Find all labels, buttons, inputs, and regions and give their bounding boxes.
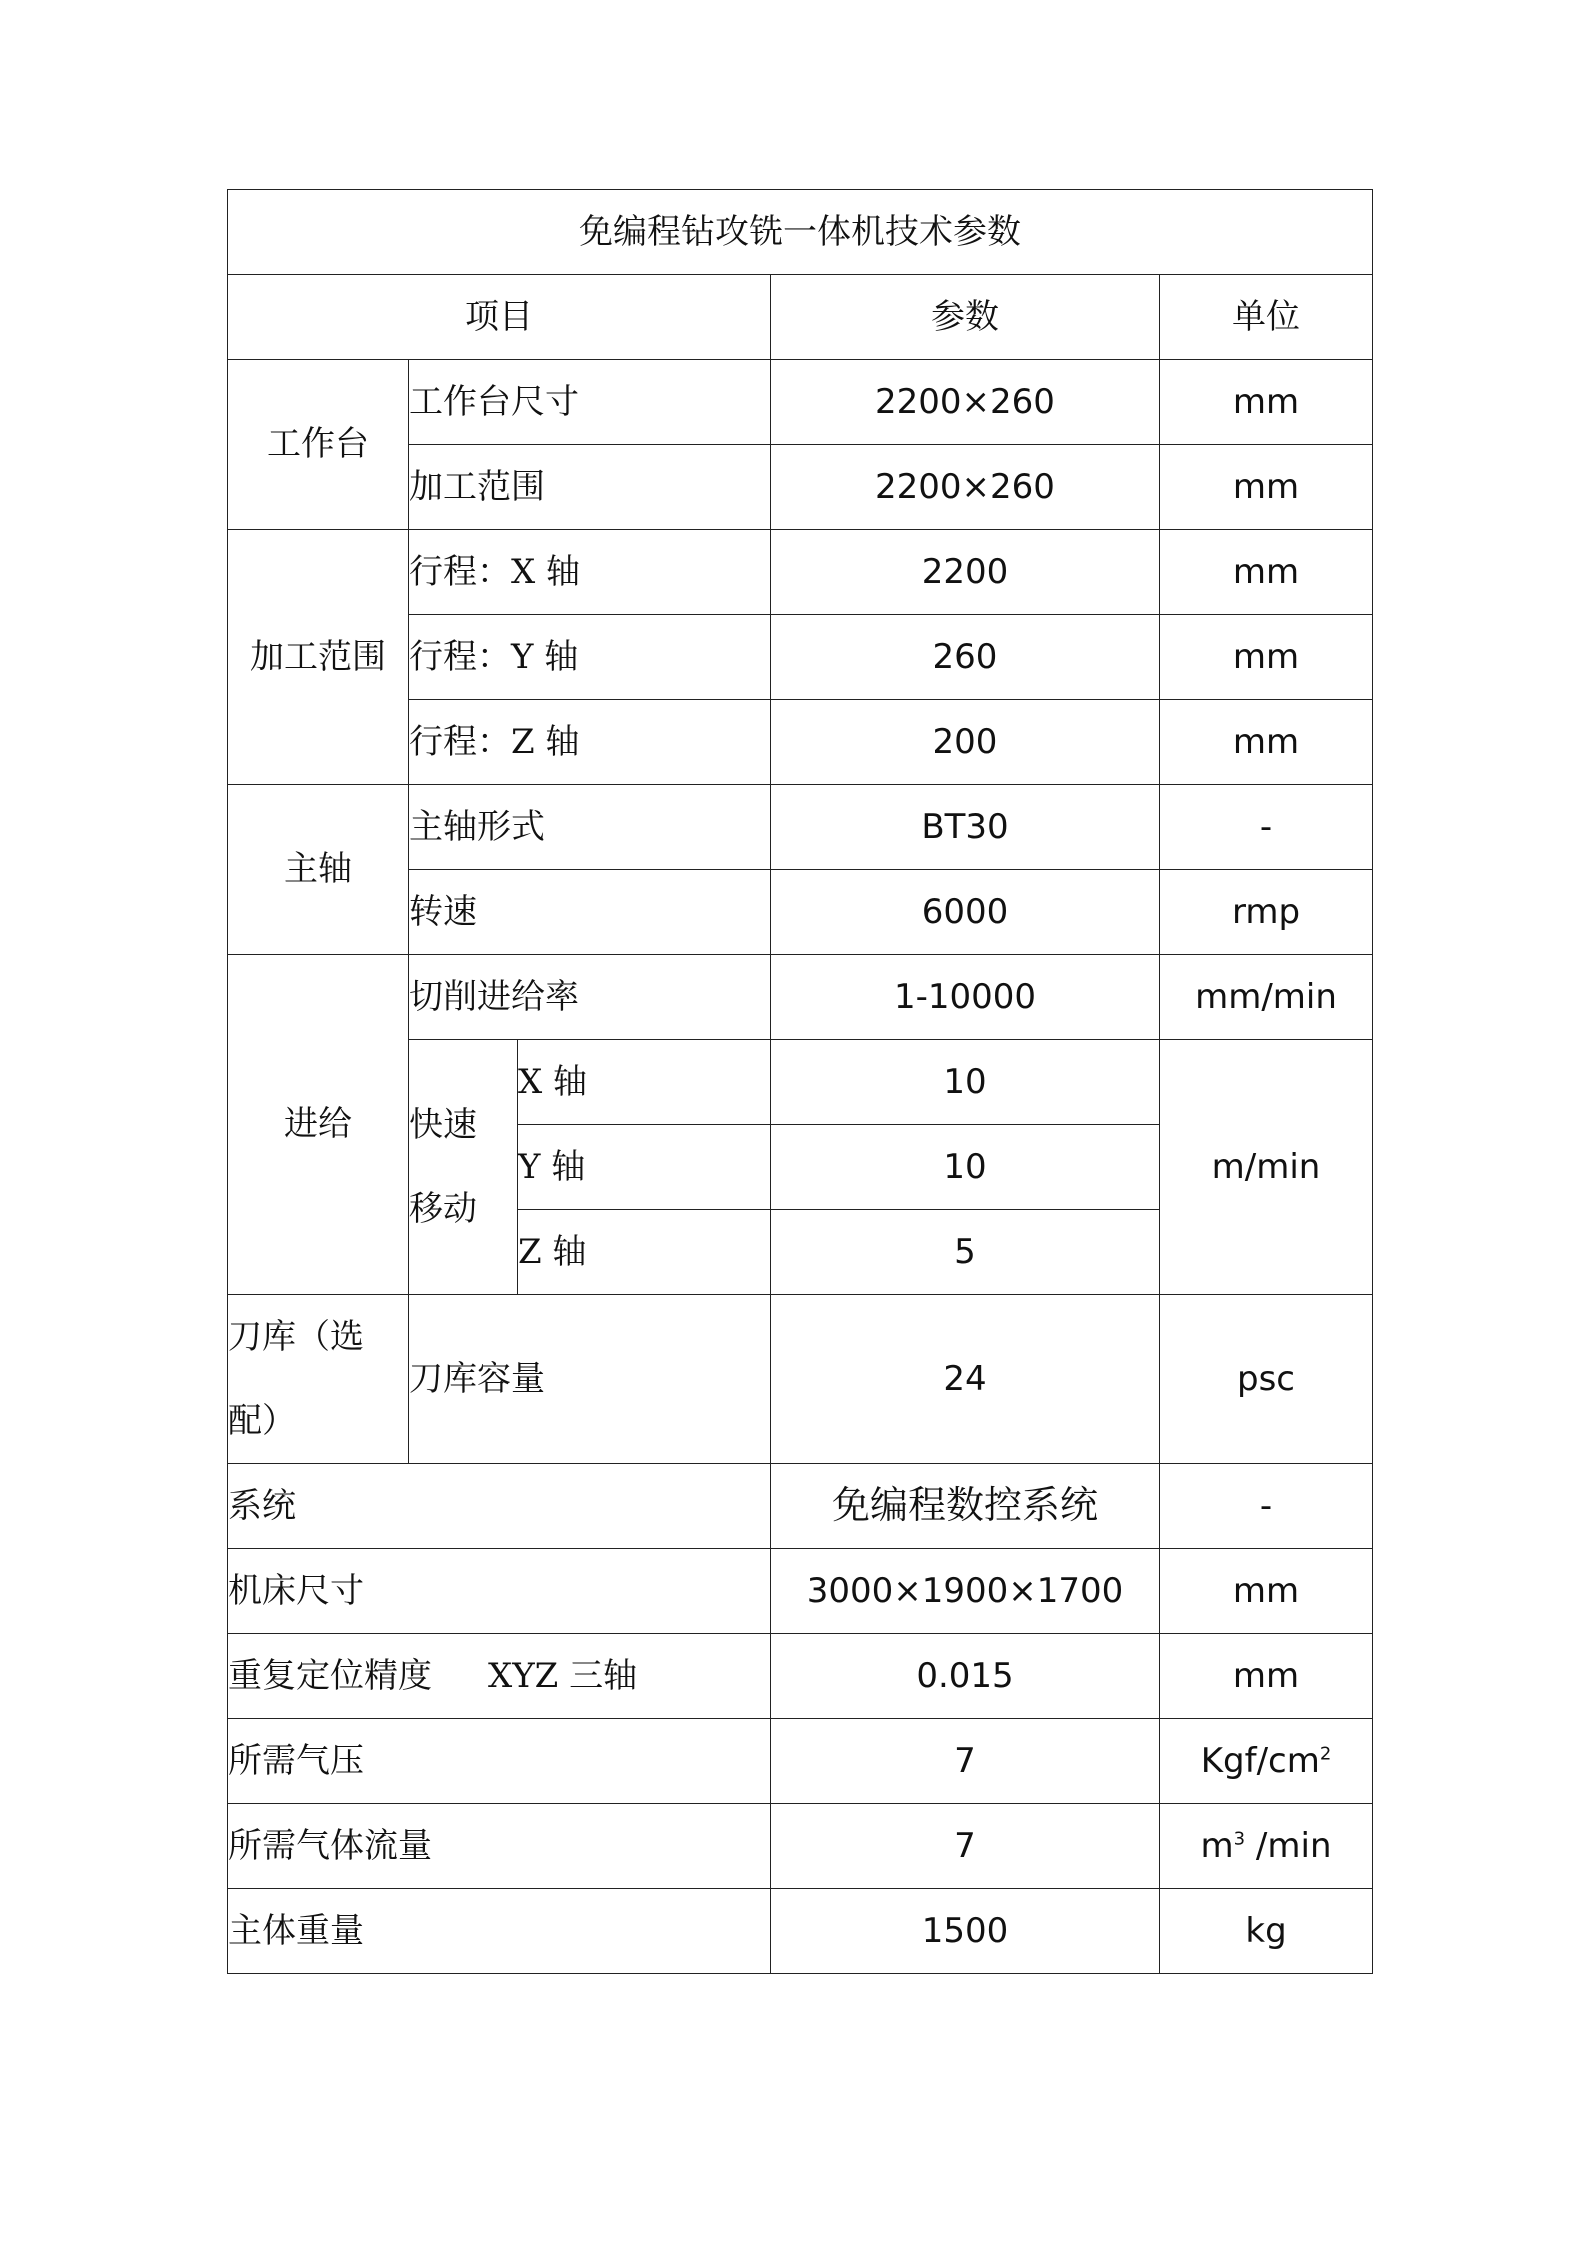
table-row <box>228 1464 1373 1549</box>
group-worktable: 工作台 <box>228 360 409 530</box>
row-label: Z 轴 <box>518 1210 771 1295</box>
unit-base: Kgf/cm <box>1200 1740 1320 1781</box>
rapid-line-2: 移动 <box>409 1189 477 1229</box>
row-unit: mm <box>1160 615 1373 700</box>
unit-base: m <box>1200 1825 1234 1866</box>
row-label: 主轴形式 <box>409 785 771 870</box>
table-row <box>228 1295 1373 1464</box>
row-unit: mm/min <box>1160 955 1373 1040</box>
table-row <box>228 955 1373 1040</box>
row-label: 行程：Z 轴 <box>409 700 771 785</box>
unit-superscript: 2 <box>1319 1743 1332 1765</box>
row-label: 主体重量 <box>228 1889 771 1974</box>
row-unit: rmp <box>1160 870 1373 955</box>
table-row <box>228 1719 1373 1804</box>
header-unit: 单位 <box>1160 275 1373 360</box>
table-row <box>228 785 1373 870</box>
rapid-unit: m/min <box>1160 1040 1373 1295</box>
row-unit: mm <box>1160 530 1373 615</box>
table-row <box>228 360 1373 445</box>
title-row <box>228 190 1373 275</box>
rapid-line-1: 快速 <box>409 1105 477 1145</box>
tool-line-2: 配） <box>228 1401 296 1441</box>
row-value: 0.015 <box>771 1634 1160 1719</box>
row-label: Y 轴 <box>518 1125 771 1210</box>
tool-value-text: 24 <box>943 1359 987 1399</box>
repeatability-label: 重复定位精度 <box>228 1655 432 1696</box>
tool-label-text: 刀库容量 <box>409 1359 545 1399</box>
row-value <box>771 1295 1160 1464</box>
row-unit: mm <box>1160 1549 1373 1634</box>
row-label: 所需气压 <box>228 1719 771 1804</box>
group-feed: 进给 <box>228 955 409 1295</box>
row-unit: - <box>1160 1464 1373 1549</box>
row-unit: mm <box>1160 445 1373 530</box>
header-param: 参数 <box>771 275 1160 360</box>
repeatability-axes: XYZ 三轴 <box>488 1655 638 1696</box>
header-row <box>228 275 1373 360</box>
row-label: 工作台尺寸 <box>409 360 771 445</box>
row-unit <box>1160 1719 1373 1804</box>
row-label <box>228 1634 771 1719</box>
header-item: 项目 <box>228 275 771 360</box>
row-label <box>409 1295 771 1464</box>
spec-table <box>227 189 1373 1974</box>
row-value: 2200 <box>771 530 1160 615</box>
table-row <box>228 1889 1373 1974</box>
row-label: 切削进给率 <box>409 955 771 1040</box>
row-value: 3000×1900×1700 <box>771 1549 1160 1634</box>
row-value: 7 <box>771 1804 1160 1889</box>
group-travel: 加工范围 <box>228 530 409 785</box>
group-spindle: 主轴 <box>228 785 409 955</box>
row-label: 加工范围 <box>409 445 771 530</box>
row-value: 1500 <box>771 1889 1160 1974</box>
table-row <box>228 1804 1373 1889</box>
rapid-move-label <box>409 1040 518 1295</box>
row-value: 260 <box>771 615 1160 700</box>
row-label: 行程：X 轴 <box>409 530 771 615</box>
row-label: X 轴 <box>518 1040 771 1125</box>
table-row <box>228 530 1373 615</box>
tool-line-1: 刀库（选 <box>228 1317 364 1357</box>
row-label: 机床尺寸 <box>228 1549 771 1634</box>
row-value: 1-10000 <box>771 955 1160 1040</box>
row-label: 行程：Y 轴 <box>409 615 771 700</box>
row-value: 2200×260 <box>771 360 1160 445</box>
row-unit: mm <box>1160 360 1373 445</box>
unit-tail: /min <box>1245 1825 1332 1866</box>
row-label: 系统 <box>228 1464 771 1549</box>
row-unit: mm <box>1160 1634 1373 1719</box>
row-label: 转速 <box>409 870 771 955</box>
row-unit <box>1160 1804 1373 1889</box>
table-title: 免编程钻攻铣一体机技术参数 <box>228 190 1373 275</box>
row-unit: kg <box>1160 1889 1373 1974</box>
tool-unit-text: psc <box>1237 1359 1296 1399</box>
row-value: 10 <box>771 1125 1160 1210</box>
row-value: 免编程数控系统 <box>771 1464 1160 1549</box>
row-unit: - <box>1160 785 1373 870</box>
group-tool <box>228 1295 409 1464</box>
row-value: BT30 <box>771 785 1160 870</box>
row-unit: mm <box>1160 700 1373 785</box>
row-unit <box>1160 1295 1373 1464</box>
row-value: 10 <box>771 1040 1160 1125</box>
row-value: 5 <box>771 1210 1160 1295</box>
table-row <box>228 1634 1373 1719</box>
unit-superscript: 3 <box>1233 1828 1246 1850</box>
row-value: 200 <box>771 700 1160 785</box>
row-value: 7 <box>771 1719 1160 1804</box>
row-value: 6000 <box>771 870 1160 955</box>
row-label: 所需气体流量 <box>228 1804 771 1889</box>
row-value: 2200×260 <box>771 445 1160 530</box>
table-row <box>228 1549 1373 1634</box>
